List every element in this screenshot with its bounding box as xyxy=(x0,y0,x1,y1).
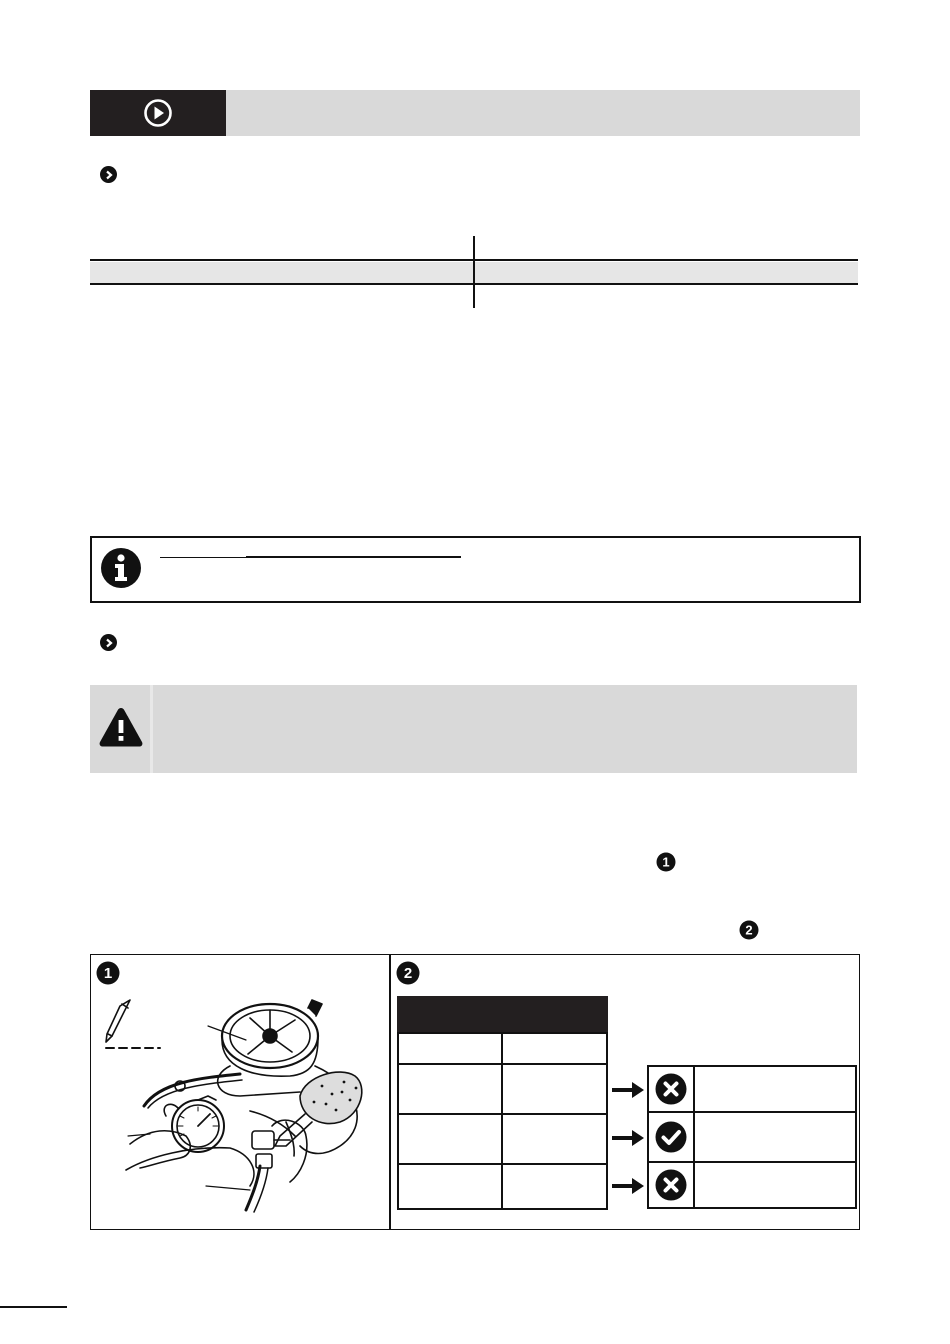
warning-divider xyxy=(150,685,153,773)
table-column-divider xyxy=(473,236,475,308)
arrow-right-icon xyxy=(610,1078,646,1107)
ref-badge-1-icon xyxy=(656,852,676,877)
panel-1-badge-icon xyxy=(96,961,120,990)
chevron-right-icon xyxy=(100,634,117,651)
svg-text:1: 1 xyxy=(103,965,113,982)
arrow-right-icon xyxy=(610,1126,646,1155)
warning-triangle-icon xyxy=(98,706,144,753)
result-table-cell xyxy=(397,1032,503,1065)
arrow-right-icon xyxy=(610,1174,646,1203)
info-link-underline xyxy=(246,556,461,558)
info-icon xyxy=(100,547,142,594)
check-icon xyxy=(649,1113,695,1161)
svg-text:2: 2 xyxy=(403,965,413,982)
info-link-underline xyxy=(160,557,246,558)
panel-2-badge-icon xyxy=(396,961,420,990)
result-table-cell xyxy=(501,1113,608,1165)
info-note-box xyxy=(90,536,861,603)
result-table-cell xyxy=(501,1032,608,1065)
play-circle-icon xyxy=(143,98,173,128)
result-table-cell xyxy=(501,1163,608,1210)
result-table-cell xyxy=(397,1163,503,1210)
section-header-tab xyxy=(90,90,226,136)
pressure-gauge-test-illustration xyxy=(100,996,385,1221)
result-table-cell xyxy=(501,1063,608,1115)
warning-box xyxy=(90,685,857,773)
cross-icon xyxy=(649,1163,695,1207)
svg-text:1: 1 xyxy=(662,854,670,870)
result-status-fail xyxy=(647,1161,857,1209)
page-footer-rule xyxy=(0,1306,67,1308)
chevron-right-icon xyxy=(100,166,117,183)
ref-badge-2-icon xyxy=(739,920,759,945)
figure-divider xyxy=(389,954,391,1230)
result-status-pass xyxy=(647,1111,857,1163)
result-table-header xyxy=(397,996,608,1032)
result-status-fail xyxy=(647,1065,857,1113)
cross-icon xyxy=(649,1067,695,1111)
svg-text:2: 2 xyxy=(745,922,753,938)
result-table-cell xyxy=(397,1113,503,1165)
result-table-cell xyxy=(397,1063,503,1115)
